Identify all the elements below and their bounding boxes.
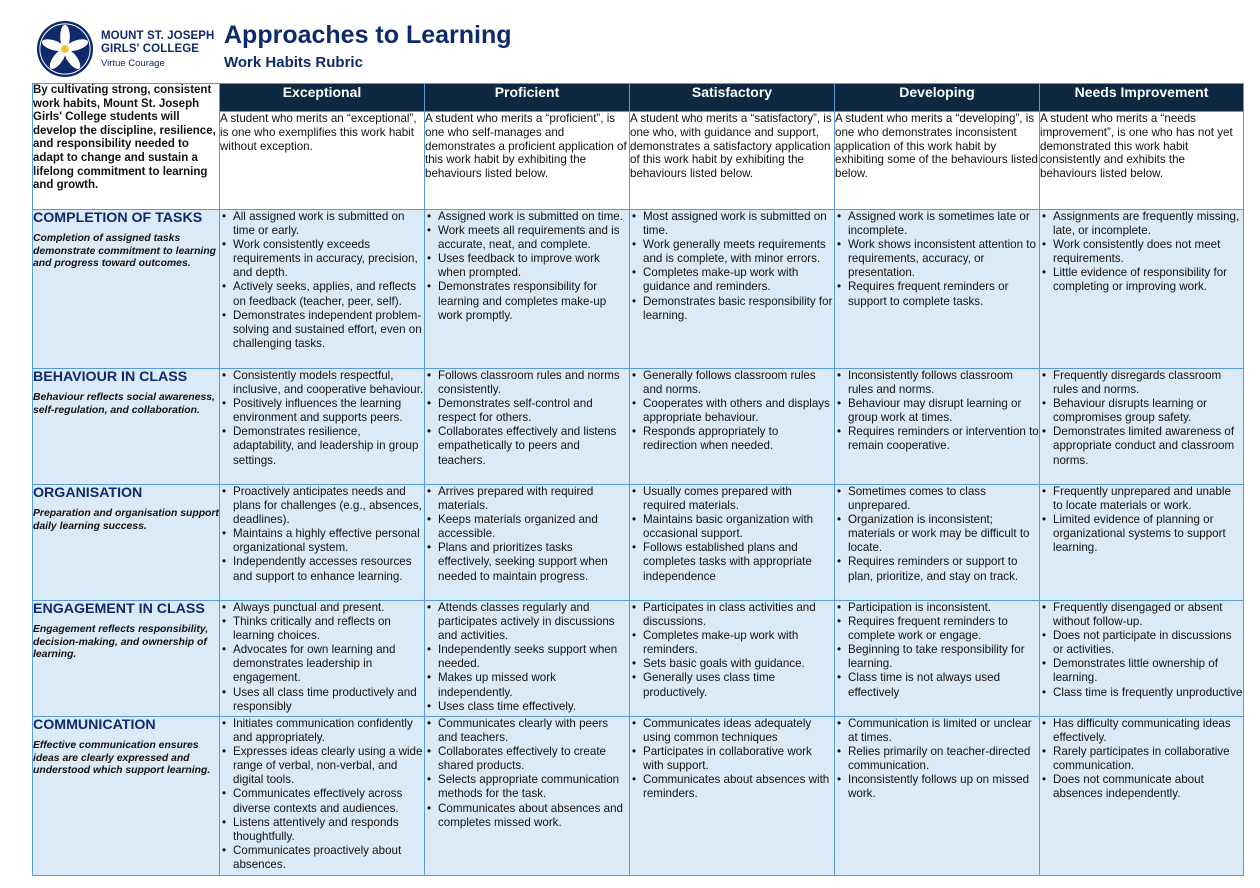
behaviour-list xyxy=(1040,601,1243,700)
rubric-row xyxy=(33,717,1244,876)
category-description: Engagement reflects responsibility, decision-making, and ownership of learning. xyxy=(33,624,209,661)
rubric-cell xyxy=(1040,210,1244,369)
behaviour-item: • Inconsistently follows classroom rules and norms. xyxy=(848,369,1039,397)
behaviour-item: • Responds appropriately to redirection when needed. xyxy=(643,425,834,453)
behaviour-item: • Communicates effectively across diverse contexts and audiences. xyxy=(233,787,424,815)
behaviour-item: • Completes make-up work with reminders. xyxy=(643,629,834,657)
level-description: A student who merits an “exceptional”, is one who exemplifies this work habit without exception. xyxy=(220,112,425,210)
page-title: Approaches to Learning xyxy=(224,21,512,49)
behaviour-item: • Arrives prepared with required materials. xyxy=(438,485,629,513)
rubric-row xyxy=(33,485,1244,601)
behaviour-item: • Communicates about absences with reminders. xyxy=(643,773,834,801)
behaviour-item: • Demonstrates basic responsibility for learning. xyxy=(643,295,834,323)
rubric-row xyxy=(33,601,1244,717)
behaviour-list xyxy=(1040,369,1243,468)
behaviour-list xyxy=(425,369,629,468)
rubric-row xyxy=(33,210,1244,369)
behaviour-item: • Does not participate in discussions or activities. xyxy=(1053,629,1243,657)
rubric-cell xyxy=(220,369,425,485)
behaviour-item: • Frequently disengaged or absent without follow-up. xyxy=(1053,601,1243,629)
behaviour-item: • Demonstrates little ownership of learning. xyxy=(1053,657,1243,685)
behaviour-item: • Beginning to take responsibility for learning. xyxy=(848,643,1039,671)
behaviour-list xyxy=(1040,485,1243,555)
behaviour-item: • Requires reminders or intervention to remain cooperative. xyxy=(848,425,1039,453)
behaviour-item: • Follows classroom rules and norms consistently. xyxy=(438,369,629,397)
rubric-cell xyxy=(425,485,630,601)
behaviour-item: • Expresses ideas clearly using a wide range of verbal, non-verbal, and digital tools. xyxy=(233,745,424,787)
category-name: ORGANISATION xyxy=(33,485,143,501)
behaviour-list xyxy=(630,369,834,454)
page-subtitle: Work Habits Rubric xyxy=(224,54,363,71)
behaviour-item: • Positively influences the learning environment and supports peers. xyxy=(233,397,424,425)
behaviour-item: • Consistently models respectful, inclusive, and cooperative behaviour. xyxy=(233,369,424,397)
behaviour-item: • Follows established plans and completes tasks with appropriate independence xyxy=(643,541,834,583)
behaviour-item: • Usually comes prepared with required materials. xyxy=(643,485,834,513)
rubric-cell xyxy=(835,485,1040,601)
level-header-exceptional: Exceptional xyxy=(220,84,425,112)
rubric-cell xyxy=(630,369,835,485)
behaviour-item: • Most assigned work is submitted on time. xyxy=(643,210,834,238)
behaviour-item: • Work consistently exceeds requirements in accuracy, precision, and depth. xyxy=(233,238,424,280)
level-header-proficient: Proficient xyxy=(425,84,630,112)
rubric-cell xyxy=(425,369,630,485)
rubric-cell xyxy=(630,210,835,369)
behaviour-item: • All assigned work is submitted on time or early. xyxy=(233,210,424,238)
behaviour-item: • Always punctual and present. xyxy=(233,601,424,615)
behaviour-list xyxy=(630,717,834,802)
behaviour-list xyxy=(630,601,834,700)
behaviour-item: • Work shows inconsistent attention to requirements, accuracy, or presentation. xyxy=(848,238,1039,280)
level-header-needs-improvement: Needs Improvement xyxy=(1040,84,1244,112)
behaviour-item: • Does not communicate about absences independently. xyxy=(1053,773,1243,801)
behaviour-item: • Participation is inconsistent. xyxy=(848,601,1039,615)
behaviour-item: • Assigned work is submitted on time. xyxy=(438,210,629,224)
behaviour-item: • Participates in class activities and discussions. xyxy=(643,601,834,629)
rubric-cell xyxy=(630,717,835,876)
behaviour-list xyxy=(425,210,629,323)
behaviour-item: • Requires frequent reminders or support to complete tasks. xyxy=(848,280,1039,308)
rubric-cell xyxy=(220,601,425,717)
behaviour-item: • Keeps materials organized and accessible. xyxy=(438,513,629,541)
behaviour-item: • Behaviour disrupts learning or compromises group safety. xyxy=(1053,397,1243,425)
rubric-row xyxy=(33,369,1244,485)
category-description: Effective communication ensures ideas are clearly expressed and understood which support learning. xyxy=(33,740,211,777)
behaviour-item: • Independently seeks support when needed. xyxy=(438,643,629,671)
rubric-table xyxy=(32,83,1244,876)
category-cell xyxy=(33,369,220,485)
behaviour-item: • Limited evidence of planning or organizational systems to support learning. xyxy=(1053,513,1243,555)
category-name: COMPLETION OF TASKS xyxy=(33,210,203,226)
behaviour-item: • Rarely participates in collaborative communication. xyxy=(1053,745,1243,773)
behaviour-item: • Inconsistently follows up on missed work. xyxy=(848,773,1039,801)
behaviour-item: • Assigned work is sometimes late or incomplete. xyxy=(848,210,1039,238)
behaviour-list xyxy=(220,601,424,714)
rubric-cell xyxy=(220,210,425,369)
behaviour-item: • Communicates about absences and completes missed work. xyxy=(438,802,629,830)
behaviour-item: • Communicates clearly with peers and teachers. xyxy=(438,717,629,745)
behaviour-item: • Has difficulty communicating ideas effectively. xyxy=(1053,717,1243,745)
level-description: A student who merits a “satisfactory”, is one who, with guidance and support, demonstrates a satisfactory application of this work habit by exhibiting the behaviours listed below. xyxy=(630,112,835,210)
behaviour-item: • Frequently disregards classroom rules and norms. xyxy=(1053,369,1243,397)
behaviour-item: • Communicates proactively about absences. xyxy=(233,844,424,872)
behaviour-list xyxy=(630,485,834,584)
behaviour-list xyxy=(220,717,424,872)
behaviour-item: • Communicates ideas adequately using common techniques xyxy=(643,717,834,745)
behaviour-item: • Generally follows classroom rules and norms. xyxy=(643,369,834,397)
behaviour-item: • Uses feedback to improve work when prompted. xyxy=(438,252,629,280)
behaviour-item: • Relies primarily on teacher-directed communication. xyxy=(848,745,1039,773)
behaviour-item: • Independently accesses resources and support to enhance learning. xyxy=(233,555,424,583)
category-name: BEHAVIOUR IN CLASS xyxy=(33,369,188,385)
behaviour-item: • Little evidence of responsibility for completing or improving work. xyxy=(1053,266,1243,294)
level-description: A student who merits a “proficient”, is one who self-manages and demonstrates a proficient application of this work habit by exhibiting the behaviours listed below. xyxy=(425,112,630,210)
behaviour-list xyxy=(220,210,424,351)
behaviour-item: • Organization is inconsistent; materials or work may be difficult to locate. xyxy=(848,513,1039,555)
school-crest-logo xyxy=(36,20,94,78)
behaviour-item: • Demonstrates resilience, adaptability, and leadership in group settings. xyxy=(233,425,424,467)
behaviour-list xyxy=(425,717,629,830)
level-header-satisfactory: Satisfactory xyxy=(630,84,835,112)
rubric-cell xyxy=(1040,369,1244,485)
behaviour-item: • Advocates for own learning and demonstrates leadership in engagement. xyxy=(233,643,424,685)
level-header-developing: Developing xyxy=(835,84,1040,112)
behaviour-item: • Listens attentively and responds thoughtfully. xyxy=(233,816,424,844)
behaviour-item: • Plans and prioritizes tasks effectively, seeking support when needed to maintain progress. xyxy=(438,541,629,583)
behaviour-item: • Actively seeks, applies, and reflects on feedback (teacher, peer, self). xyxy=(233,280,424,308)
category-description: Behaviour reflects social awareness, self-regulation, and collaboration. xyxy=(33,392,215,416)
behaviour-item: • Demonstrates limited awareness of appropriate conduct and classroom norms. xyxy=(1053,425,1243,467)
rubric-cell xyxy=(1040,485,1244,601)
behaviour-item: • Demonstrates responsibility for learning and completes make-up work promptly. xyxy=(438,280,629,322)
behaviour-item: • Assignments are frequently missing, late, or incomplete. xyxy=(1053,210,1243,238)
school-name-line2: GIRLS' COLLEGE xyxy=(101,43,200,55)
school-motto: Virtue Courage xyxy=(101,58,165,69)
rubric-cell xyxy=(220,717,425,876)
school-name-line1: MOUNT ST. JOSEPH xyxy=(101,30,215,42)
behaviour-list xyxy=(1040,210,1243,295)
rubric-cell xyxy=(220,485,425,601)
behaviour-item: • Behaviour may disrupt learning or group work at times. xyxy=(848,397,1039,425)
behaviour-list xyxy=(835,485,1039,584)
behaviour-item: • Class time is frequently unproductive xyxy=(1053,686,1243,700)
behaviour-list xyxy=(220,369,424,468)
rubric-cell xyxy=(1040,717,1244,876)
behaviour-item: • Attends classes regularly and participates actively in discussions and activities. xyxy=(438,601,629,643)
behaviour-item: • Uses all class time productively and responsibly xyxy=(233,686,424,714)
behaviour-item: • Makes up missed work independently. xyxy=(438,671,629,699)
behaviour-item: • Demonstrates self-control and respect for others. xyxy=(438,397,629,425)
category-cell xyxy=(33,485,220,601)
category-name: COMMUNICATION xyxy=(33,717,156,733)
behaviour-item: • Cooperates with others and displays appropriate behaviour. xyxy=(643,397,834,425)
behaviour-item: • Work meets all requirements and is accurate, neat, and complete. xyxy=(438,224,629,252)
behaviour-item: • Frequently unprepared and unable to locate materials or work. xyxy=(1053,485,1243,513)
behaviour-list xyxy=(835,369,1039,454)
rubric-cell xyxy=(630,485,835,601)
school-name-block xyxy=(101,30,214,70)
behaviour-item: • Work generally meets requirements and is complete, with minor errors. xyxy=(643,238,834,266)
behaviour-list xyxy=(1040,717,1243,802)
behaviour-list xyxy=(425,485,629,584)
behaviour-item: • Uses class time effectively. xyxy=(438,700,629,714)
behaviour-item: • Collaborates effectively and listens empathetically to peers and teachers. xyxy=(438,425,629,467)
behaviour-list xyxy=(220,485,424,584)
behaviour-item: • Collaborates effectively to create shared products. xyxy=(438,745,629,773)
behaviour-item: • Requires frequent reminders to complete work or engage. xyxy=(848,615,1039,643)
behaviour-item: • Maintains basic organization with occasional support. xyxy=(643,513,834,541)
level-description: A student who merits a “developing”, is one who demonstrates inconsistent application of this work habit by exhibiting some of the behaviours listed below. xyxy=(835,112,1040,210)
behaviour-item: • Work consistently does not meet requirements. xyxy=(1053,238,1243,266)
behaviour-item: • Selects appropriate communication methods for the task. xyxy=(438,773,629,801)
behaviour-item: • Initiates communication confidently and appropriately. xyxy=(233,717,424,745)
behaviour-item: • Completes make-up work with guidance and reminders. xyxy=(643,266,834,294)
behaviour-list xyxy=(835,601,1039,700)
behaviour-item: • Maintains a highly effective personal organizational system. xyxy=(233,527,424,555)
behaviour-list xyxy=(835,717,1039,802)
behaviour-item: • Generally uses class time productively. xyxy=(643,671,834,699)
category-cell xyxy=(33,601,220,717)
behaviour-list xyxy=(425,601,629,714)
behaviour-item: • Proactively anticipates needs and plans for challenges (e.g., absences, deadlines). xyxy=(233,485,424,527)
category-description: Preparation and organisation support daily learning success. xyxy=(33,508,219,532)
behaviour-item: • Thinks critically and reflects on learning choices. xyxy=(233,615,424,643)
rubric-cell xyxy=(835,601,1040,717)
behaviour-item: • Sometimes comes to class unprepared. xyxy=(848,485,1039,513)
behaviour-item: • Communication is limited or unclear at times. xyxy=(848,717,1039,745)
rubric-cell xyxy=(425,601,630,717)
rubric-cell xyxy=(630,601,835,717)
rubric-cell xyxy=(425,717,630,876)
level-description: A student who merits a “needs improvement”, is one who has not yet demonstrated this work habit consistently and exhibits the behaviours listed below. xyxy=(1040,112,1244,210)
rubric-cell xyxy=(835,717,1040,876)
category-cell xyxy=(33,210,220,369)
rubric-cell xyxy=(835,210,1040,369)
rubric-intro: By cultivating strong, consistent work habits, Mount St. Joseph Girls' College students will develop the discipline, resilience, and responsibility needed to adapt to change and sustain a lifelong commitment to learning and growth. xyxy=(33,84,220,210)
behaviour-item: • Class time is not always used effectively xyxy=(848,671,1039,699)
category-description: Completion of assigned tasks demonstrate commitment to learning and progress toward outcomes. xyxy=(33,233,217,270)
behaviour-list xyxy=(630,210,834,323)
rubric-cell xyxy=(425,210,630,369)
category-cell xyxy=(33,717,220,876)
behaviour-item: • Demonstrates independent problem-solving and sustained effort, even on challenging tasks. xyxy=(233,309,424,351)
rubric-cell xyxy=(1040,601,1244,717)
behaviour-item: • Requires reminders or support to plan, prioritize, and stay on track. xyxy=(848,555,1039,583)
behaviour-item: • Sets basic goals with guidance. xyxy=(643,657,834,671)
behaviour-item: • Participates in collaborative work with support. xyxy=(643,745,834,773)
behaviour-list xyxy=(835,210,1039,309)
category-name: ENGAGEMENT IN CLASS xyxy=(33,601,205,617)
rubric-cell xyxy=(835,369,1040,485)
